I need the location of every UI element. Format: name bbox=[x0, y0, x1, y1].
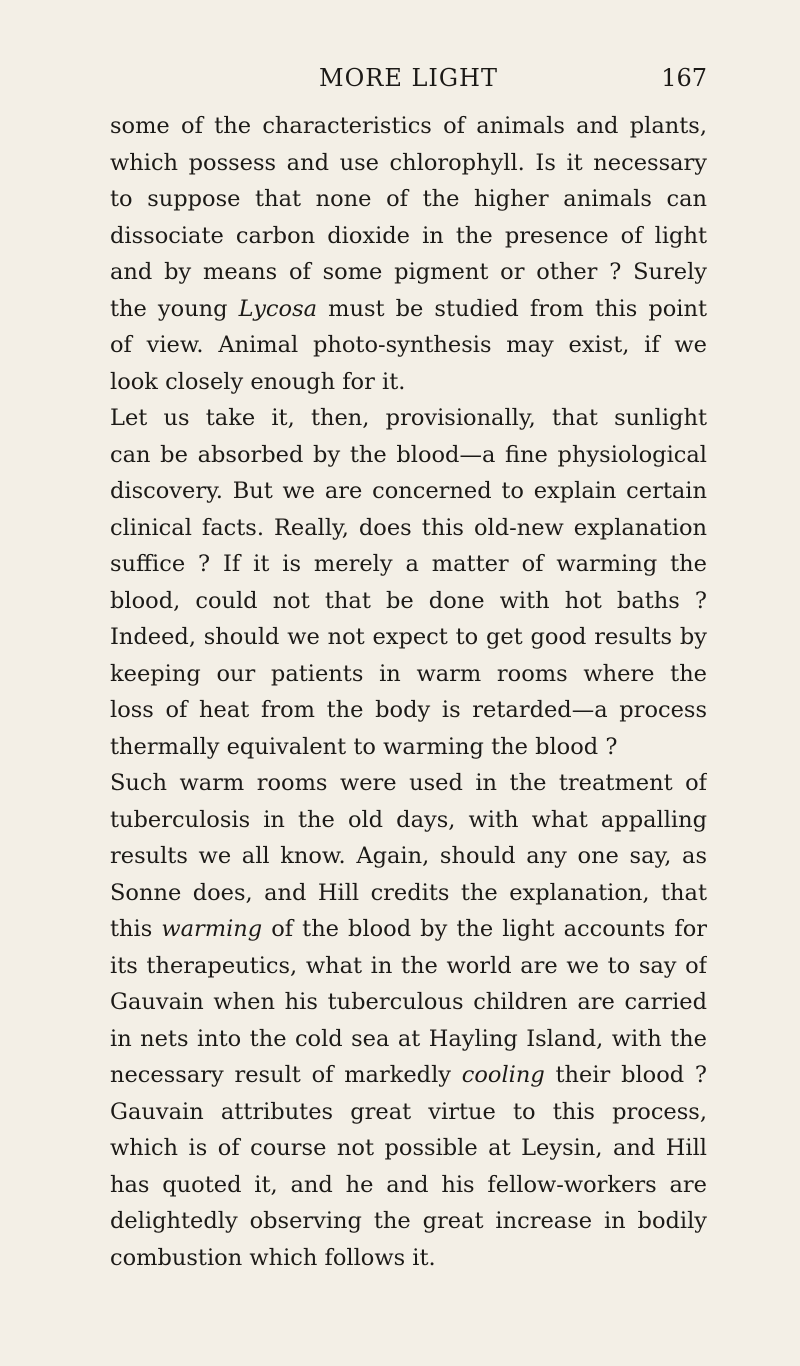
text-line bbox=[110, 1130, 707, 1167]
text-line bbox=[110, 1094, 707, 1131]
text-line bbox=[110, 108, 707, 145]
text-line bbox=[110, 1021, 707, 1058]
text-run: discovery. But we are concerned to explain certain bbox=[110, 478, 707, 504]
text-run: this bbox=[110, 916, 162, 942]
text-run: necessary result of markedly bbox=[110, 1062, 462, 1088]
text-run: and by means of some pigment or other ? Surely bbox=[110, 259, 707, 285]
text-line bbox=[110, 656, 707, 693]
text-run: look closely enough for it. bbox=[110, 368, 406, 395]
text-line bbox=[110, 692, 707, 729]
text-run: must be studied from this point bbox=[317, 295, 707, 322]
text-run: its therapeutics, what in the world are we to say of bbox=[110, 952, 707, 979]
text-line bbox=[110, 1167, 707, 1204]
text-line bbox=[110, 729, 707, 766]
text-line bbox=[110, 619, 707, 656]
text-line bbox=[110, 218, 707, 255]
text-line bbox=[110, 291, 707, 328]
text-run: which possess and use chlorophyll. Is it necessary bbox=[110, 149, 707, 176]
text-run: of view. Animal photo-synthesis may exist, if we bbox=[110, 332, 707, 358]
text-line bbox=[110, 145, 707, 182]
text-line bbox=[110, 911, 707, 948]
italic-text: Lycosa bbox=[238, 295, 318, 322]
text-line bbox=[110, 838, 707, 875]
text-run: Indeed, should we not expect to get good results by bbox=[110, 624, 707, 650]
text-run: can be absorbed by the blood—a fine physiological bbox=[110, 441, 707, 468]
running-head: MORE LIGHT bbox=[319, 64, 498, 92]
text-line bbox=[110, 1203, 707, 1240]
text-line bbox=[110, 765, 707, 802]
text-run: keeping our patients in warm rooms where the bbox=[110, 660, 707, 687]
text-run: of the blood by the light accounts for bbox=[262, 916, 707, 942]
text-line bbox=[110, 1057, 707, 1094]
text-line bbox=[110, 1240, 707, 1277]
text-line bbox=[110, 546, 707, 583]
text-run: tuberculosis in the old days, with what appalling bbox=[110, 806, 707, 833]
text-run: Gauvain attributes great virtue to this process, bbox=[110, 1098, 707, 1125]
text-line bbox=[110, 875, 707, 912]
text-line bbox=[110, 510, 707, 547]
text-run: loss of heat from the body is retarded—a process bbox=[110, 697, 707, 723]
text-run: Sonne does, and Hill credits the explanation, that bbox=[110, 879, 707, 906]
text-run: the young bbox=[110, 295, 239, 322]
text-run: clinical facts. Really, does this old-new explanation bbox=[110, 514, 707, 541]
text-run: suffice ? If it is merely a matter of warming the bbox=[110, 551, 707, 577]
text-run: delightedly observing the great increase in bodily bbox=[110, 1208, 707, 1234]
text-run: dissociate carbon dioxide in the presence of light bbox=[110, 222, 707, 249]
text-run: blood, could not that be done with hot baths ? bbox=[110, 587, 707, 614]
text-line bbox=[110, 473, 707, 510]
text-line bbox=[110, 437, 707, 474]
text-run: Gauvain when his tuberculous children are carried bbox=[110, 989, 707, 1015]
text-run: combustion which follows it. bbox=[110, 1244, 436, 1271]
text-line bbox=[110, 583, 707, 620]
text-run: their blood ? bbox=[544, 1062, 707, 1088]
text-run: results we all know. Again, should any one say, as bbox=[110, 843, 707, 869]
page-number: 167 bbox=[661, 64, 707, 92]
text-line bbox=[110, 400, 707, 437]
text-line bbox=[110, 364, 707, 401]
text-line bbox=[110, 181, 707, 218]
text-line bbox=[110, 327, 707, 364]
text-line bbox=[110, 802, 707, 839]
body-text bbox=[110, 108, 707, 1276]
text-line bbox=[110, 254, 707, 291]
text-line bbox=[110, 984, 707, 1021]
text-run: has quoted it, and he and his fellow-workers are bbox=[110, 1171, 707, 1198]
text-run: Let us take it, then, provisionally, that sunlight bbox=[110, 405, 707, 431]
text-run: to suppose that none of the higher animals can bbox=[110, 186, 707, 212]
text-run: thermally equivalent to warming the blood ? bbox=[110, 733, 618, 760]
italic-text: warming bbox=[161, 916, 263, 942]
page-header bbox=[110, 58, 707, 98]
text-line bbox=[110, 948, 707, 985]
italic-text: cooling bbox=[461, 1062, 545, 1088]
text-run: some of the characteristics of animals and plants, bbox=[110, 113, 707, 139]
text-run: in nets into the cold sea at Hayling Island, with the bbox=[110, 1025, 707, 1052]
text-run: which is of course not possible at Leysin, and Hill bbox=[110, 1135, 707, 1161]
text-run: Such warm rooms were used in the treatment of bbox=[110, 770, 707, 796]
